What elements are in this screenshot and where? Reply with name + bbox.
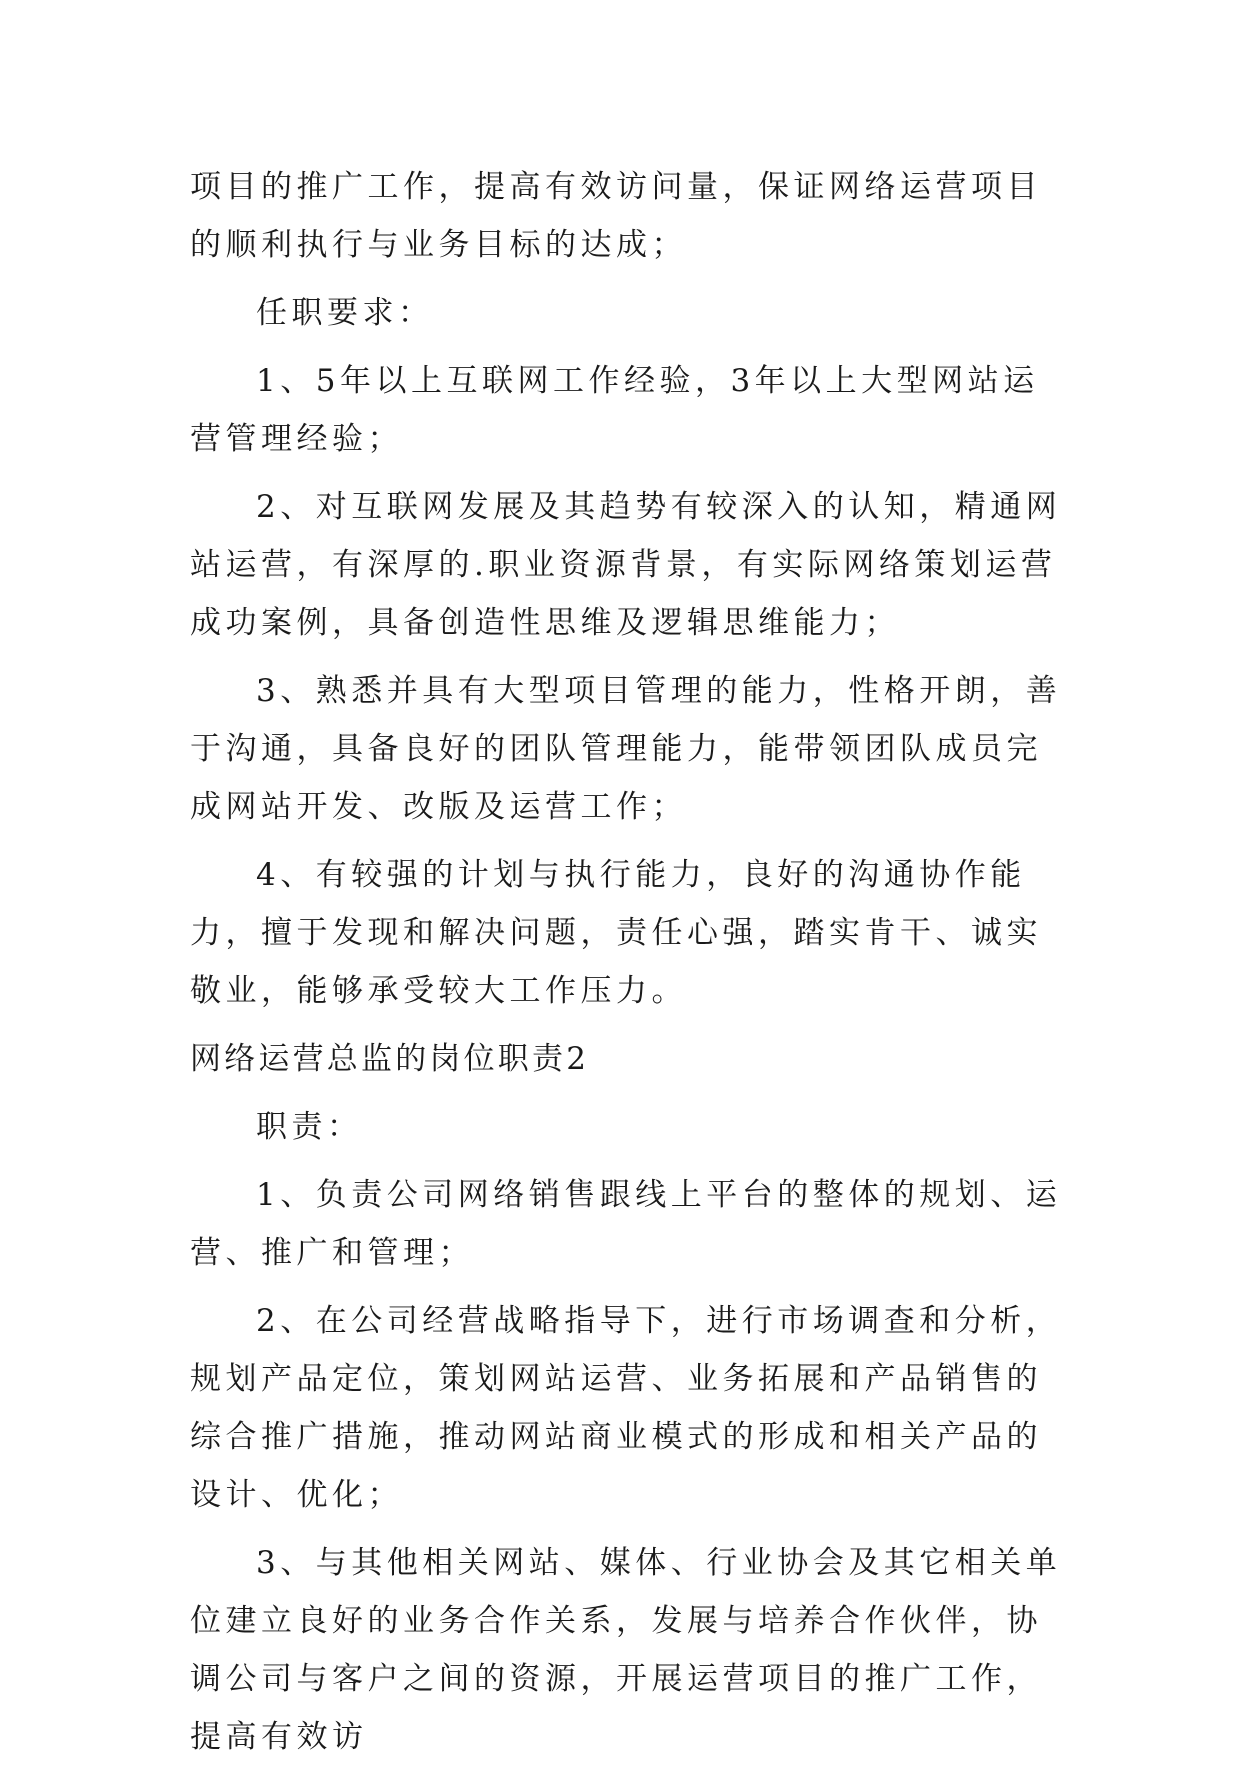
paragraph-duty-1: 1、负责公司网络销售跟线上平台的整体的规划、运营、推广和管理； bbox=[190, 1177, 1062, 1271]
paragraph-requirement-2: 2、对互联网发展及其趋势有较深入的认知，精通网站运营，有深厚的.职业资源背景，有实际网络策划运营成功案例，具备创造性思维及逻辑思维能力； bbox=[190, 489, 1062, 641]
section-heading: 网络运营总监的岗位职责2 bbox=[190, 1041, 590, 1077]
paragraph-requirement-4: 4、有较强的计划与执行能力，良好的沟通协作能力，擅于发现和解决问题，责任心强，踏实肯干、诚实敬业，能够承受较大工作压力。 bbox=[190, 857, 1042, 1009]
paragraph-requirements-label: 任职要求： bbox=[256, 295, 434, 331]
paragraph-requirement-1: 1、5年以上互联网工作经验，3年以上大型网站运营管理经验； bbox=[190, 363, 1039, 457]
paragraph-duty-3: 3、与其他相关网站、媒体、行业协会及其它相关单位建立良好的业务合作关系，发展与培养合作伙伴，协调公司与客户之间的资源，开展运营项目的推广工作，提高有效访 bbox=[190, 1545, 1062, 1755]
paragraph-continuation: 项目的推广工作，提高有效访问量，保证网络运营项目的顺利执行与业务目标的达成； bbox=[190, 169, 1042, 263]
paragraph-duties-label: 职责： bbox=[256, 1109, 363, 1145]
paragraph-duty-2: 2、在公司经营战略指导下，进行市场调查和分析，规划产品定位，策划网站运营、业务拓展和产品销售的综合推广措施，推动网站商业模式的形成和相关产品的设计、优化； bbox=[190, 1303, 1062, 1513]
paragraph-requirement-3: 3、熟悉并具有大型项目管理的能力，性格开朗，善于沟通，具备良好的团队管理能力，能带领团队成员完成网站开发、改版及运营工作； bbox=[190, 673, 1062, 825]
document-body bbox=[190, 158, 1070, 1776]
